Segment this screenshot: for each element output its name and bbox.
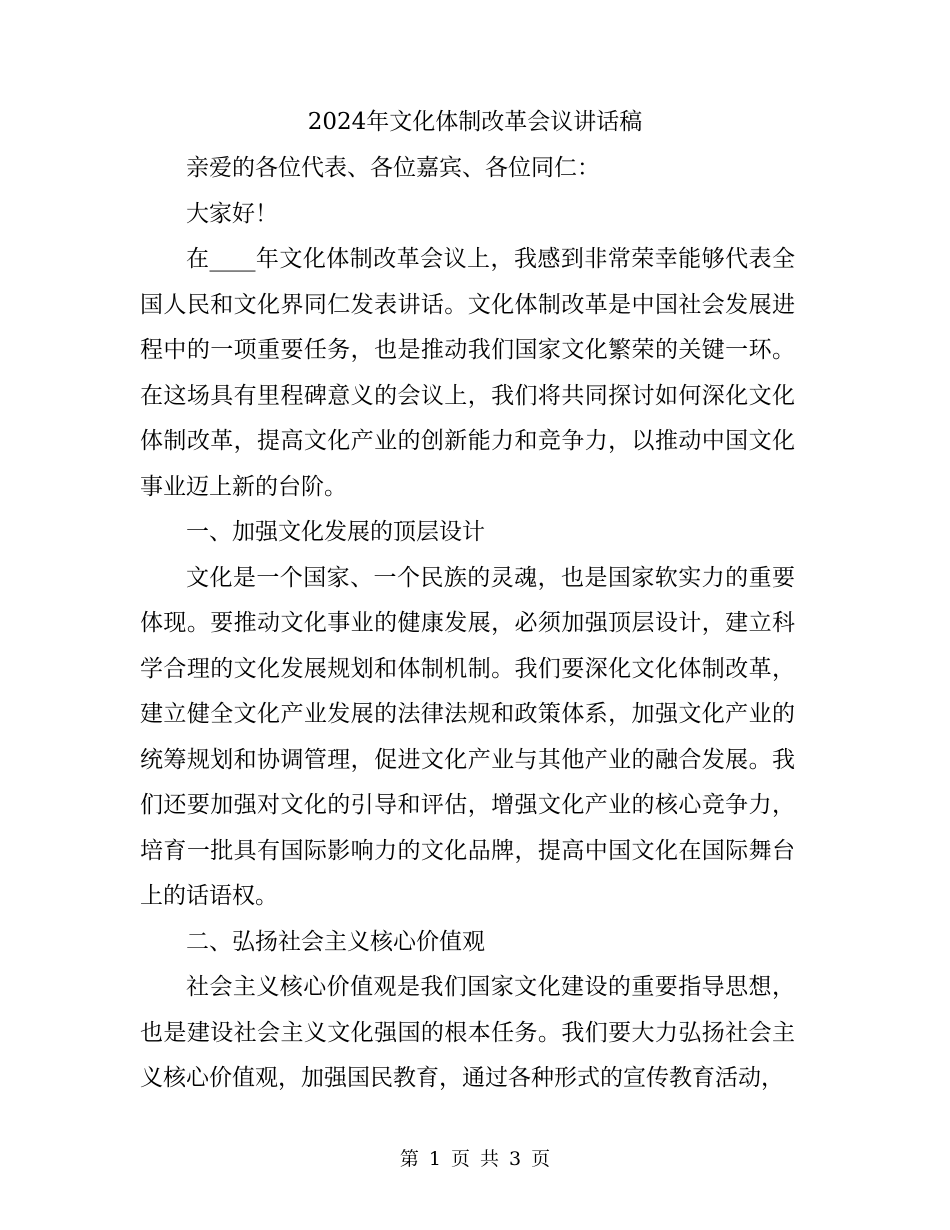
document-title: 2024年文化体制改革会议讲话稿 [307, 109, 643, 135]
intro-paragraph: 在____年文化体制改革会议上，我感到非常荣幸能够代表全国人民和文化界同仁发表讲话。文化体制改革是中国社会发展进程中的一项重要任务，也是推动我们国家文化繁荣的关键一环。在这场具有里程碑意义的会议上，我们将共同探讨如何深化文化体制改革，提高文化产业的创新能力和竞争力，以推动中国文化事业迈上新的台阶。 [140, 246, 795, 500]
section-paragraph-1: 文化是一个国家、一个民族的灵魂，也是国家软实力的重要体现。要推动文化事业的健康发展，必须加强顶层设计，建立科学合理的文化发展规划和体制机制。我们要深化文化体制改革，建立健全文化产业发展的法律法规和政策体系，加强文化产业的统筹规划和协调管理，促进文化产业与其他产业的融合发展。我们还要加强对文化的引导和评估，增强文化产业的核心竞争力，培育一批具有国际影响力的文化品牌，提高中国文化在国际舞台上的话语权。 [140, 564, 795, 909]
greeting: 大家好！ [186, 200, 278, 227]
page-number-footer: 第 1 页 共 3 页 [399, 1148, 551, 1170]
document-body [140, 146, 795, 1102]
salutation: 亲爱的各位代表、各位嘉宾、各位同仁： [186, 155, 600, 181]
section-paragraph-2: 社会主义核心价值观是我们国家文化建设的重要指导思想，也是建设社会主义文化强国的根本任务。我们要大力弘扬社会主义核心价值观，加强国民教育，通过各种形式的宣传教育活动， [140, 974, 795, 1091]
section-heading-2: 二、弘扬社会主义核心价值观 [186, 928, 485, 955]
section-heading-1: 一、加强文化发展的顶层设计 [186, 519, 485, 545]
